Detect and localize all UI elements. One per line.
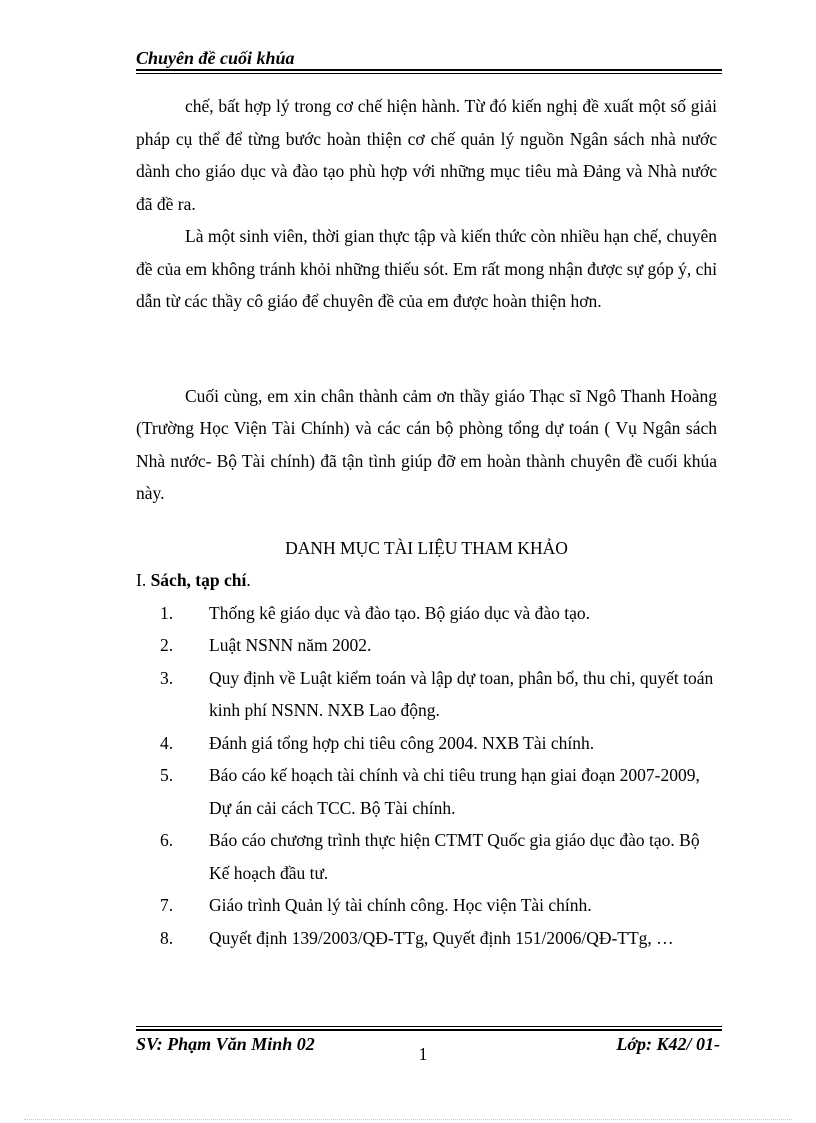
body-paragraph: chế, bất hợp lý trong cơ chế hiện hành. Từ đó kiến nghị đề xuất một số giải pháp cụ thể để từng bước hoàn thiện cơ chế quản lý nguồn Ngân sách nhà nước dành cho giáo dục và đào tạo phù hợp với những mục tiêu mà Đảng và Nhà nước đã đề ra. [136, 96, 717, 214]
reference-item [136, 889, 717, 922]
reference-item [136, 922, 717, 955]
header-divider-thin [136, 73, 722, 74]
acknowledgement-paragraph: Cuối cùng, em xin chân thành cảm ơn thầy giáo Thạc sĩ Ngô Thanh Hoàng (Trường Học Viện Tài Chính) và các cán bộ phòng tổng dự toán ( Vụ Ngân sách Nhà nước- Bộ Tài chính) đã tận tình giúp đỡ em hoàn thành chuyên đề cuối khúa này. [136, 385, 717, 503]
reference-item [136, 662, 717, 727]
document-body [136, 90, 717, 954]
reference-item [136, 824, 717, 889]
reference-text: Đánh giá tổng hợp chi tiêu công 2004. NXB Tài chính. [209, 732, 595, 753]
blank-space [136, 318, 717, 380]
section-label: Sách, tạp chí [150, 570, 247, 590]
reference-text: Luật NSNN năm 2002. [209, 635, 372, 655]
footer-student-name: SV: Phạm Văn Minh 02 [136, 1034, 315, 1054]
reference-item [136, 759, 717, 824]
reference-number: 5. [160, 765, 174, 785]
references-list [136, 597, 717, 955]
header-divider [136, 69, 722, 71]
reference-number: 3. [160, 667, 174, 688]
reference-text: Quyết định 139/2003/QĐ-TTg, Quyết định 151/2006/QĐ-TTg, … [209, 927, 674, 948]
reference-text: Thống kê giáo dục và đào tạo. Bộ giáo dục và đào tạo. [209, 602, 591, 623]
reference-text: Giáo trình Quản lý tài chính công. Học viện Tài chính. [209, 895, 592, 915]
section-number: I. [136, 570, 151, 590]
reference-text: Báo cáo chương trình thực hiện CTMT Quốc gia giáo dục đào tạo. Bộ Kế hoạch đầu tư. [209, 830, 700, 883]
references-section-heading [136, 564, 717, 597]
references-heading: DANH MỤC TÀI LIỆU THAM KHẢO [285, 537, 568, 558]
reference-item [136, 629, 717, 662]
reference-text: Quy định về Luật kiểm toán và lập dự toan, phân bổ, thu chi, quyết toán kinh phí NSNN. NXB Lao động. [209, 667, 714, 720]
page-edge-divider [24, 1119, 792, 1120]
page-number: 1 [418, 1044, 428, 1064]
footer-divider [136, 1029, 722, 1031]
reference-number: 8. [160, 927, 174, 948]
reference-item [136, 597, 717, 630]
footer-class-label: Lớp: K42/ 01- [616, 1034, 720, 1054]
footer-divider-thin [136, 1026, 722, 1027]
reference-number: 6. [160, 830, 174, 850]
page-header-title: Chuyên đề cuối khúa [136, 48, 295, 68]
reference-item [136, 727, 717, 760]
reference-number: 4. [160, 732, 174, 753]
section-suffix: . [246, 570, 251, 590]
reference-number: 7. [160, 895, 174, 915]
body-paragraph: Là một sinh viên, thời gian thực tập và kiến thức còn nhiều hạn chế, chuyên đề của em không tránh khỏi những thiếu sót. Em rất mong nhận được sự góp ý, chỉ dẫn từ các thầy cô giáo để chuyên đề của em được hoàn thiện hơn. [136, 226, 717, 311]
reference-number: 2. [160, 635, 174, 655]
reference-text: Báo cáo kế hoạch tài chính và chi tiêu trung hạn giai đoạn 2007-2009, Dự án cải cách TCC. Bộ Tài chính. [209, 765, 700, 818]
reference-number: 1. [160, 602, 174, 623]
